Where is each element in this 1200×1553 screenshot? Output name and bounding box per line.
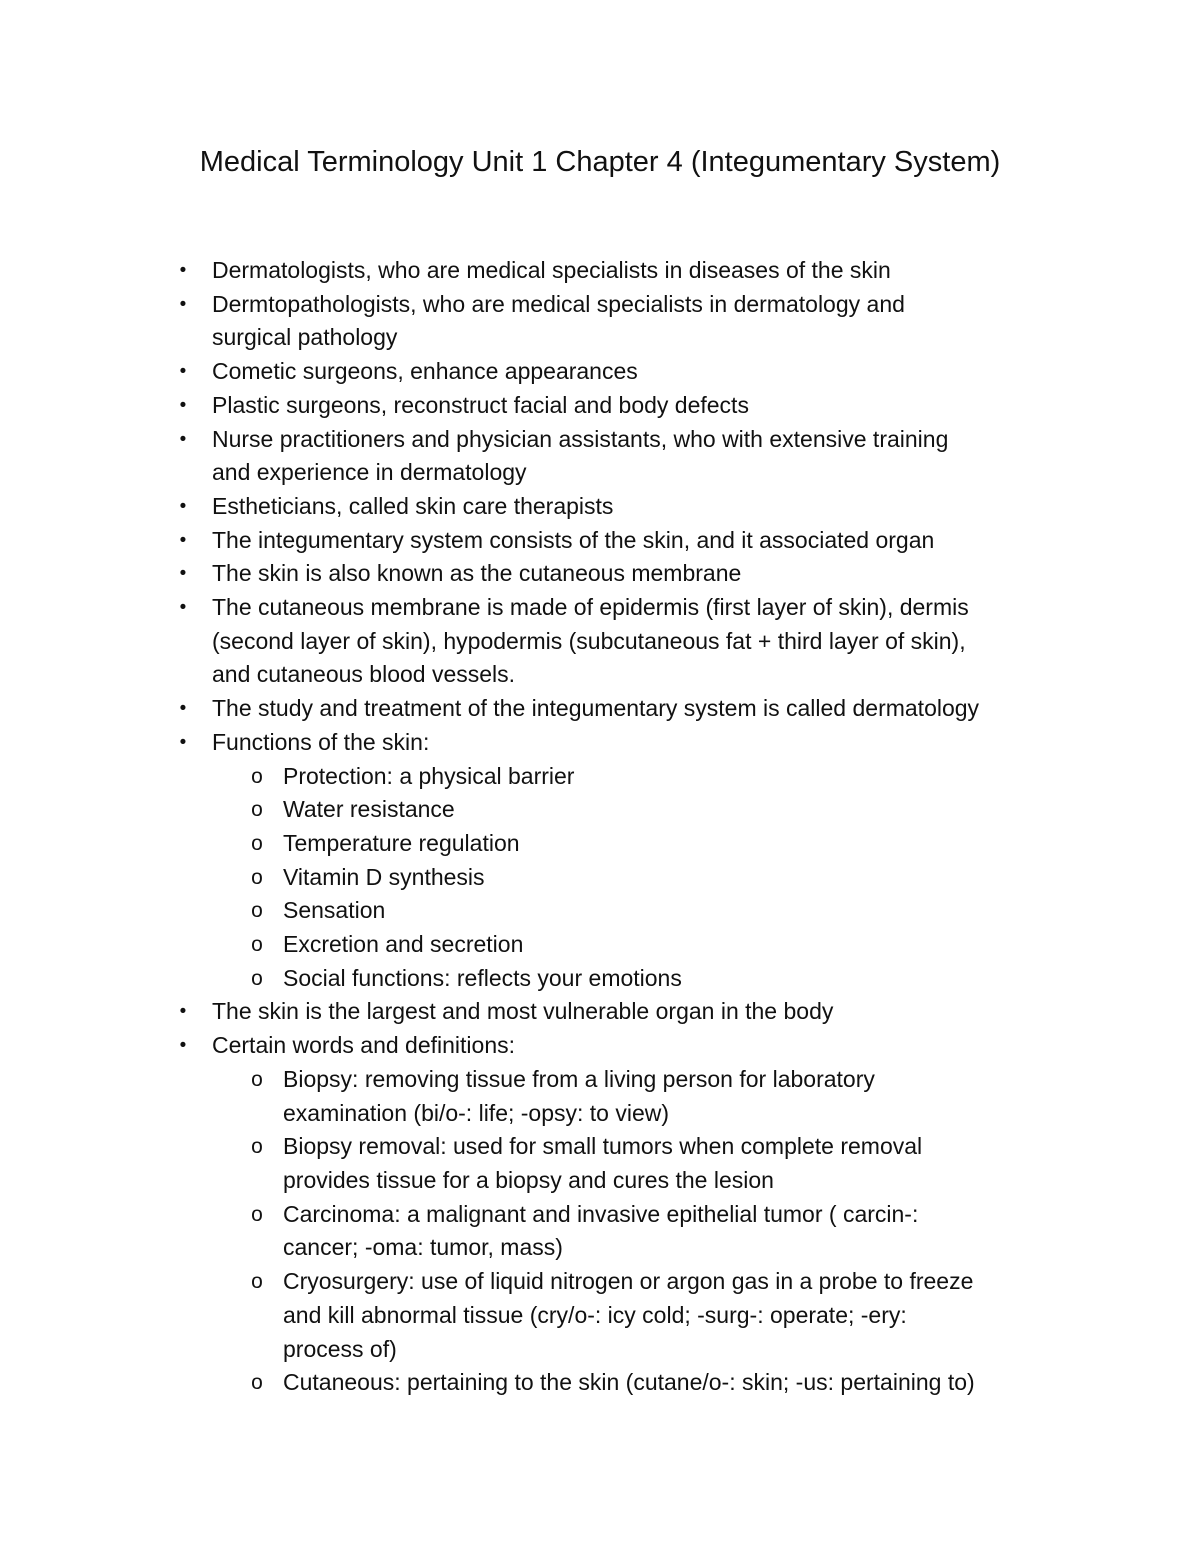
list-item-text-line: and cutaneous blood vessels. bbox=[212, 661, 516, 688]
list-item-text-line: Carcinoma: a malignant and invasive epithelial tumor ( carcin-: bbox=[283, 1200, 919, 1227]
list-item-text-line: and experience in dermatology bbox=[212, 459, 527, 486]
sub-bullet-marker: o bbox=[251, 1067, 263, 1091]
bullet-marker: • bbox=[179, 1001, 187, 1023]
list-item-text-line: surgical pathology bbox=[212, 324, 398, 351]
list-item bbox=[179, 1029, 1092, 1063]
list-item bbox=[179, 288, 1092, 355]
sub-list-item bbox=[251, 1198, 1092, 1265]
sub-bullet-marker: o bbox=[251, 966, 263, 990]
list-item-text-line: Sensation bbox=[283, 897, 386, 924]
list-item-text-line: process of) bbox=[283, 1335, 397, 1362]
list-item-text-line: Biopsy: removing tissue from a living person for laboratory bbox=[283, 1065, 875, 1092]
sub-list-item bbox=[251, 793, 1092, 827]
list-item-text-line: The skin is the largest and most vulnerable organ in the body bbox=[212, 998, 834, 1025]
sub-list-item bbox=[251, 928, 1092, 962]
sub-bullet-marker: o bbox=[251, 1270, 263, 1294]
list-item bbox=[179, 389, 1092, 423]
bullet-marker: • bbox=[179, 1035, 187, 1057]
sub-list-item bbox=[251, 861, 1092, 895]
list-item-text-line: Functions of the skin: bbox=[212, 728, 430, 755]
list-item-text-line: cancer; -oma: tumor, mass) bbox=[283, 1234, 563, 1261]
bullet-marker: • bbox=[179, 529, 187, 551]
sub-bullet-marker: o bbox=[251, 798, 263, 822]
sub-bullet-marker: o bbox=[251, 764, 263, 788]
bullet-list bbox=[179, 254, 1092, 1400]
list-item bbox=[179, 591, 1092, 692]
list-item-text-line: Water resistance bbox=[283, 796, 455, 823]
bullet-marker: • bbox=[179, 731, 187, 753]
sub-list-item bbox=[251, 1063, 1092, 1130]
list-item-text-line: (second layer of skin), hypodermis (subcutaneous fat + third layer of skin), bbox=[212, 627, 966, 654]
list-item-text-line: Estheticians, called skin care therapists bbox=[212, 492, 614, 519]
list-item-text-line: The study and treatment of the integumentary system is called dermatology bbox=[212, 695, 980, 722]
bullet-marker: • bbox=[179, 495, 187, 517]
list-item-text-line: Dermatologists, who are medical specialists in diseases of the skin bbox=[212, 257, 891, 283]
list-item-text-line: Excretion and secretion bbox=[283, 931, 524, 958]
list-item-text-line: Cutaneous: pertaining to the skin (cutane/o-: skin; -us: pertaining to) bbox=[283, 1369, 975, 1396]
list-item bbox=[179, 995, 1092, 1029]
list-item-text-line: The cutaneous membrane is made of epidermis (first layer of skin), dermis bbox=[212, 594, 969, 621]
bullet-marker: • bbox=[179, 428, 187, 450]
list-item bbox=[179, 254, 1092, 288]
bullet-marker: • bbox=[179, 563, 187, 585]
list-item-text-line: Protection: a physical barrier bbox=[283, 762, 575, 789]
sub-list-item bbox=[251, 962, 1092, 996]
list-item bbox=[179, 490, 1092, 524]
list-item bbox=[179, 355, 1092, 389]
list-item bbox=[179, 692, 1092, 726]
list-item-text-line: Social functions: reflects your emotions bbox=[283, 964, 682, 991]
sub-list-item bbox=[251, 1265, 1092, 1366]
page-title: Medical Terminology Unit 1 Chapter 4 (Integumentary System) bbox=[199, 146, 1001, 178]
sub-bullet-marker: o bbox=[251, 1135, 263, 1159]
list-item-text-line: and kill abnormal tissue (cry/o-: icy cold; -surg-: operate; -ery: bbox=[283, 1301, 907, 1328]
sub-list-item bbox=[251, 1130, 1092, 1197]
sub-bullet-marker: o bbox=[251, 865, 263, 889]
bullet-marker: • bbox=[179, 293, 187, 315]
list-item-text-line: Temperature regulation bbox=[283, 829, 520, 856]
list-item-text-line: Cometic surgeons, enhance appearances bbox=[212, 358, 638, 385]
list-item bbox=[179, 423, 1092, 490]
bullet-marker: • bbox=[179, 597, 187, 619]
sub-list-item bbox=[251, 760, 1092, 794]
list-item-text-line: provides tissue for a biopsy and cures the lesion bbox=[283, 1166, 774, 1193]
bullet-marker: • bbox=[179, 361, 187, 383]
sub-list-item bbox=[251, 827, 1092, 861]
sub-bullet-marker: o bbox=[251, 1371, 263, 1395]
list-item-text-line: Plastic surgeons, reconstruct facial and body defects bbox=[212, 391, 749, 418]
list-item-text-line: Dermtopathologists, who are medical specialists in dermatology and bbox=[212, 290, 905, 317]
list-item bbox=[179, 524, 1092, 558]
list-item-text-line: examination (bi/o-: life; -opsy: to view) bbox=[283, 1099, 670, 1126]
list-item-text-line: Cryosurgery: use of liquid nitrogen or argon gas in a probe to freeze bbox=[283, 1268, 974, 1295]
list-item-text-line: Biopsy removal: used for small tumors when complete removal bbox=[283, 1133, 923, 1160]
bullet-marker: • bbox=[179, 260, 187, 281]
list-item bbox=[179, 726, 1092, 760]
sub-bullet-marker: o bbox=[251, 831, 263, 855]
bullet-marker: • bbox=[179, 698, 187, 720]
list-item-text-line: The skin is also known as the cutaneous membrane bbox=[212, 560, 742, 587]
bullet-marker: • bbox=[179, 394, 187, 416]
list-item-text-line: The integumentary system consists of the skin, and it associated organ bbox=[212, 526, 935, 553]
sub-bullet-marker: o bbox=[251, 1202, 263, 1226]
list-item-text-line: Certain words and definitions: bbox=[212, 1032, 515, 1059]
sub-list-item bbox=[251, 894, 1092, 928]
list-item bbox=[179, 557, 1092, 591]
sub-bullet-marker: o bbox=[251, 899, 263, 923]
list-item-text-line: Vitamin D synthesis bbox=[283, 863, 485, 890]
sub-list-item bbox=[251, 1366, 1092, 1400]
sub-bullet-marker: o bbox=[251, 933, 263, 957]
list-item-text-line: Nurse practitioners and physician assistants, who with extensive training bbox=[212, 425, 949, 452]
